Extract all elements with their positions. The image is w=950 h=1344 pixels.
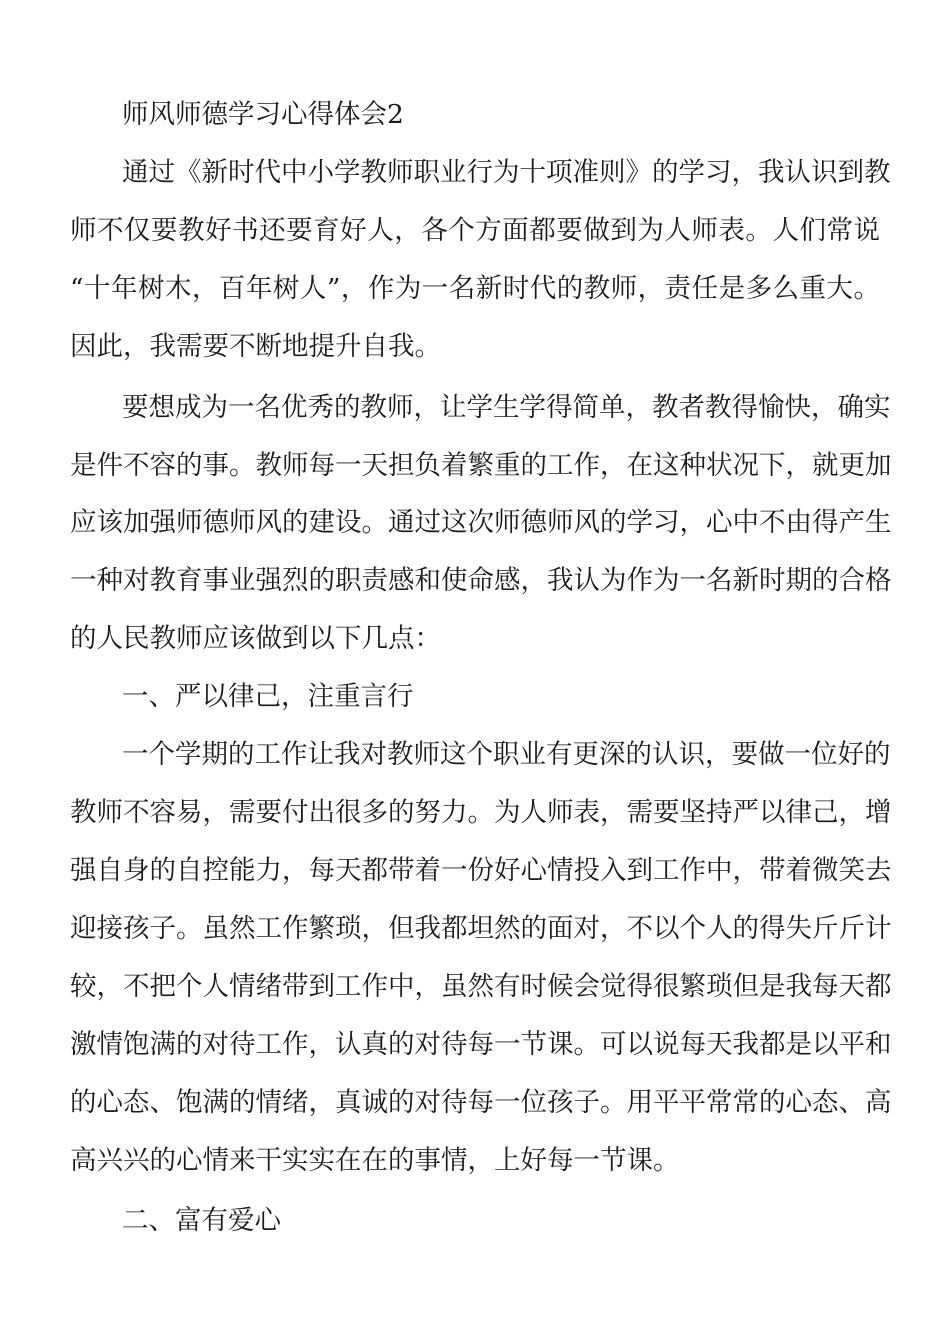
paragraph-line: 是件不容的事。教师每一天担负着繁重的工作，在这种状况下，就更加 [70,450,892,481]
paragraph-line: 迎接孩子。虽然工作繁琐，但我都坦然的面对，不以个人的得失斤斤计 [70,913,892,944]
paragraph-line: 的心态、饱满的情绪，真诚的对待每一位孩子。用平平常常的心态、高 [70,1087,892,1118]
paragraph-line: 一个学期的工作让我对教师这个职业有更深的认识，要做一位好的 [122,739,891,770]
document-title: 师风师德学习心得体会2 [122,99,404,130]
paragraph-line: 因此，我需要不断地提升自我。 [70,331,441,362]
section-heading-1: 一、严以律己，注重言行 [122,681,414,712]
paragraph-line: 应该加强师德师风的建设。通过这次师德师风的学习，心中不由得产生 [70,507,892,538]
section-heading-2: 二、富有爱心 [122,1205,281,1236]
paragraph-line: 高兴兴的心情来干实实在在的事情，上好每一节课。 [70,1145,680,1176]
paragraph-line: 的人民教师应该做到以下几点： [70,623,441,654]
paragraph-line: “十年树木，百年树人”，作为一名新时代的教师，责任是多么重大。 [70,273,880,304]
paragraph-line: 要想成为一名优秀的教师，让学生学得简单，教者教得愉快，确实 [122,392,891,423]
paragraph-line: 较，不把个人情绪带到工作中，虽然有时候会觉得很繁琐但是我每天都 [70,971,892,1002]
paragraph-line: 师不仅要教好书还要育好人，各个方面都要做到为人师表。人们常说 [70,215,880,246]
paragraph-line: 一种对教育事业强烈的职责感和使命感，我认为作为一名新时期的合格 [70,565,892,596]
paragraph-line: 强自身的自控能力，每天都带着一份好心情投入到工作中，带着微笑去 [70,855,892,886]
paragraph-line: 激情饱满的对待工作，认真的对待每一节课。可以说每天我都是以平和 [70,1029,892,1060]
paragraph-line: 教师不容易，需要付出很多的努力。为人师表，需要坚持严以律己，增 [70,797,892,828]
paragraph-line: 通过《新时代中小学教师职业行为十项准则》的学习，我认识到教 [122,157,891,188]
